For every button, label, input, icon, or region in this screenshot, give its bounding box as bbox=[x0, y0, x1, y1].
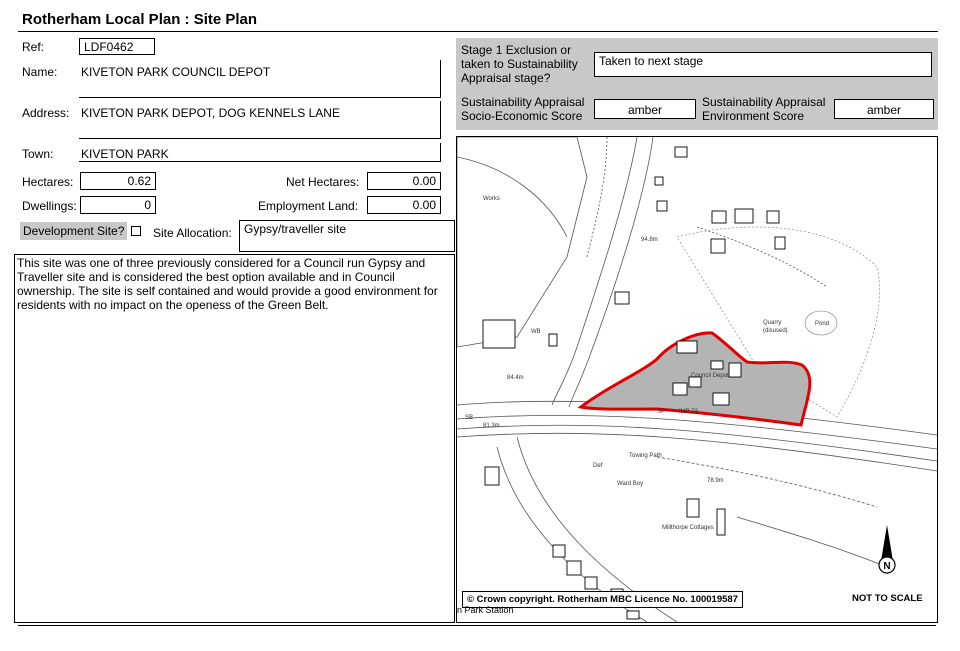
dwellings-field: 0 bbox=[80, 196, 156, 214]
map-label-bm2: 84.4m bbox=[507, 375, 524, 381]
map-label-bm3: 81.3m bbox=[483, 423, 500, 429]
employment-land-label: Employment Land: bbox=[258, 199, 359, 213]
env-score-field: amber bbox=[834, 99, 934, 119]
map-label-sb: SB bbox=[465, 415, 474, 421]
site-allocation-field: Gypsy/traveller site bbox=[239, 220, 455, 252]
dwellings-label: Dwellings: bbox=[22, 199, 77, 213]
ref-field: LDF0462 bbox=[79, 38, 155, 55]
address-field-frame bbox=[79, 101, 441, 139]
map-label-quarry: Quarry bbox=[763, 320, 782, 326]
hectares-label: Hectares: bbox=[22, 175, 74, 189]
map-label-mill-cottages: Millthorpe Cottages bbox=[662, 525, 714, 531]
site-map[interactable] bbox=[456, 136, 938, 623]
address-label: Address: bbox=[22, 106, 70, 120]
map-label-pond: Pond bbox=[815, 321, 830, 327]
map-label-bm1: 94.8m bbox=[641, 237, 658, 243]
env-score-label: Sustainability Appraisal Environment Score bbox=[702, 95, 826, 123]
socio-score-label: Sustainability Appraisal Socio-Economic Score bbox=[461, 95, 585, 123]
ref-label: Ref: bbox=[22, 40, 45, 54]
map-label-bm4: 78.9m bbox=[707, 478, 724, 484]
hectares-field: 0.62 bbox=[80, 172, 156, 190]
site-allocation-label: Site Allocation: bbox=[153, 226, 232, 240]
map-label-council-depot: Council Depot bbox=[691, 373, 729, 379]
map-station-label: n Park Station bbox=[457, 605, 514, 615]
town-value: KIVETON PARK bbox=[81, 147, 169, 161]
map-label-imp: IMP 73 bbox=[679, 409, 698, 415]
town-label: Town: bbox=[22, 147, 54, 161]
development-site-checkbox[interactable] bbox=[131, 226, 141, 236]
not-to-scale-label: NOT TO SCALE bbox=[852, 593, 923, 604]
map-drawing bbox=[457, 137, 937, 622]
footer-rule bbox=[18, 625, 936, 626]
town-field-frame bbox=[79, 143, 441, 162]
map-copyright: © Crown copyright. Rotherham MBC Licence No. 100019587 bbox=[462, 591, 743, 608]
north-arrow-icon bbox=[879, 525, 895, 573]
map-label-ward-boy: Ward Boy bbox=[617, 481, 644, 487]
net-hectares-label: Net Hectares: bbox=[286, 175, 360, 189]
name-field-frame bbox=[79, 60, 441, 98]
map-label-quarry-sub: (disused) bbox=[763, 328, 788, 334]
net-hectares-field: 0.00 bbox=[367, 172, 441, 190]
header-rule bbox=[18, 31, 938, 32]
map-label-def: Def bbox=[593, 463, 603, 469]
map-label-wb: WB bbox=[531, 329, 541, 335]
stage1-field: Taken to next stage bbox=[594, 52, 932, 77]
map-label-towing-path: Towing Path bbox=[629, 453, 662, 459]
north-arrow-label: N bbox=[883, 561, 891, 572]
name-label: Name: bbox=[22, 65, 58, 79]
development-site-label: Development Site? bbox=[20, 222, 127, 240]
site-notes: This site was one of three previously considered for a Council run Gypsy and Traveller site and is considered the best option available and in Council ownership. The site is self contained and would provide a good environment for residents with no impact on the openess of the Green Belt. bbox=[14, 254, 455, 623]
address-value: KIVETON PARK DEPOT, DOG KENNELS LANE bbox=[81, 106, 340, 120]
employment-land-field: 0.00 bbox=[367, 196, 441, 214]
map-label-sp: SP bbox=[657, 409, 666, 415]
map-label-works: Works bbox=[483, 196, 500, 202]
socio-score-field: amber bbox=[594, 99, 696, 119]
name-value: KIVETON PARK COUNCIL DEPOT bbox=[81, 65, 271, 79]
page-title: Rotherham Local Plan : Site Plan bbox=[22, 11, 258, 28]
stage1-label: Stage 1 Exclusion or taken to Sustainability Appraisal stage? bbox=[461, 43, 578, 85]
